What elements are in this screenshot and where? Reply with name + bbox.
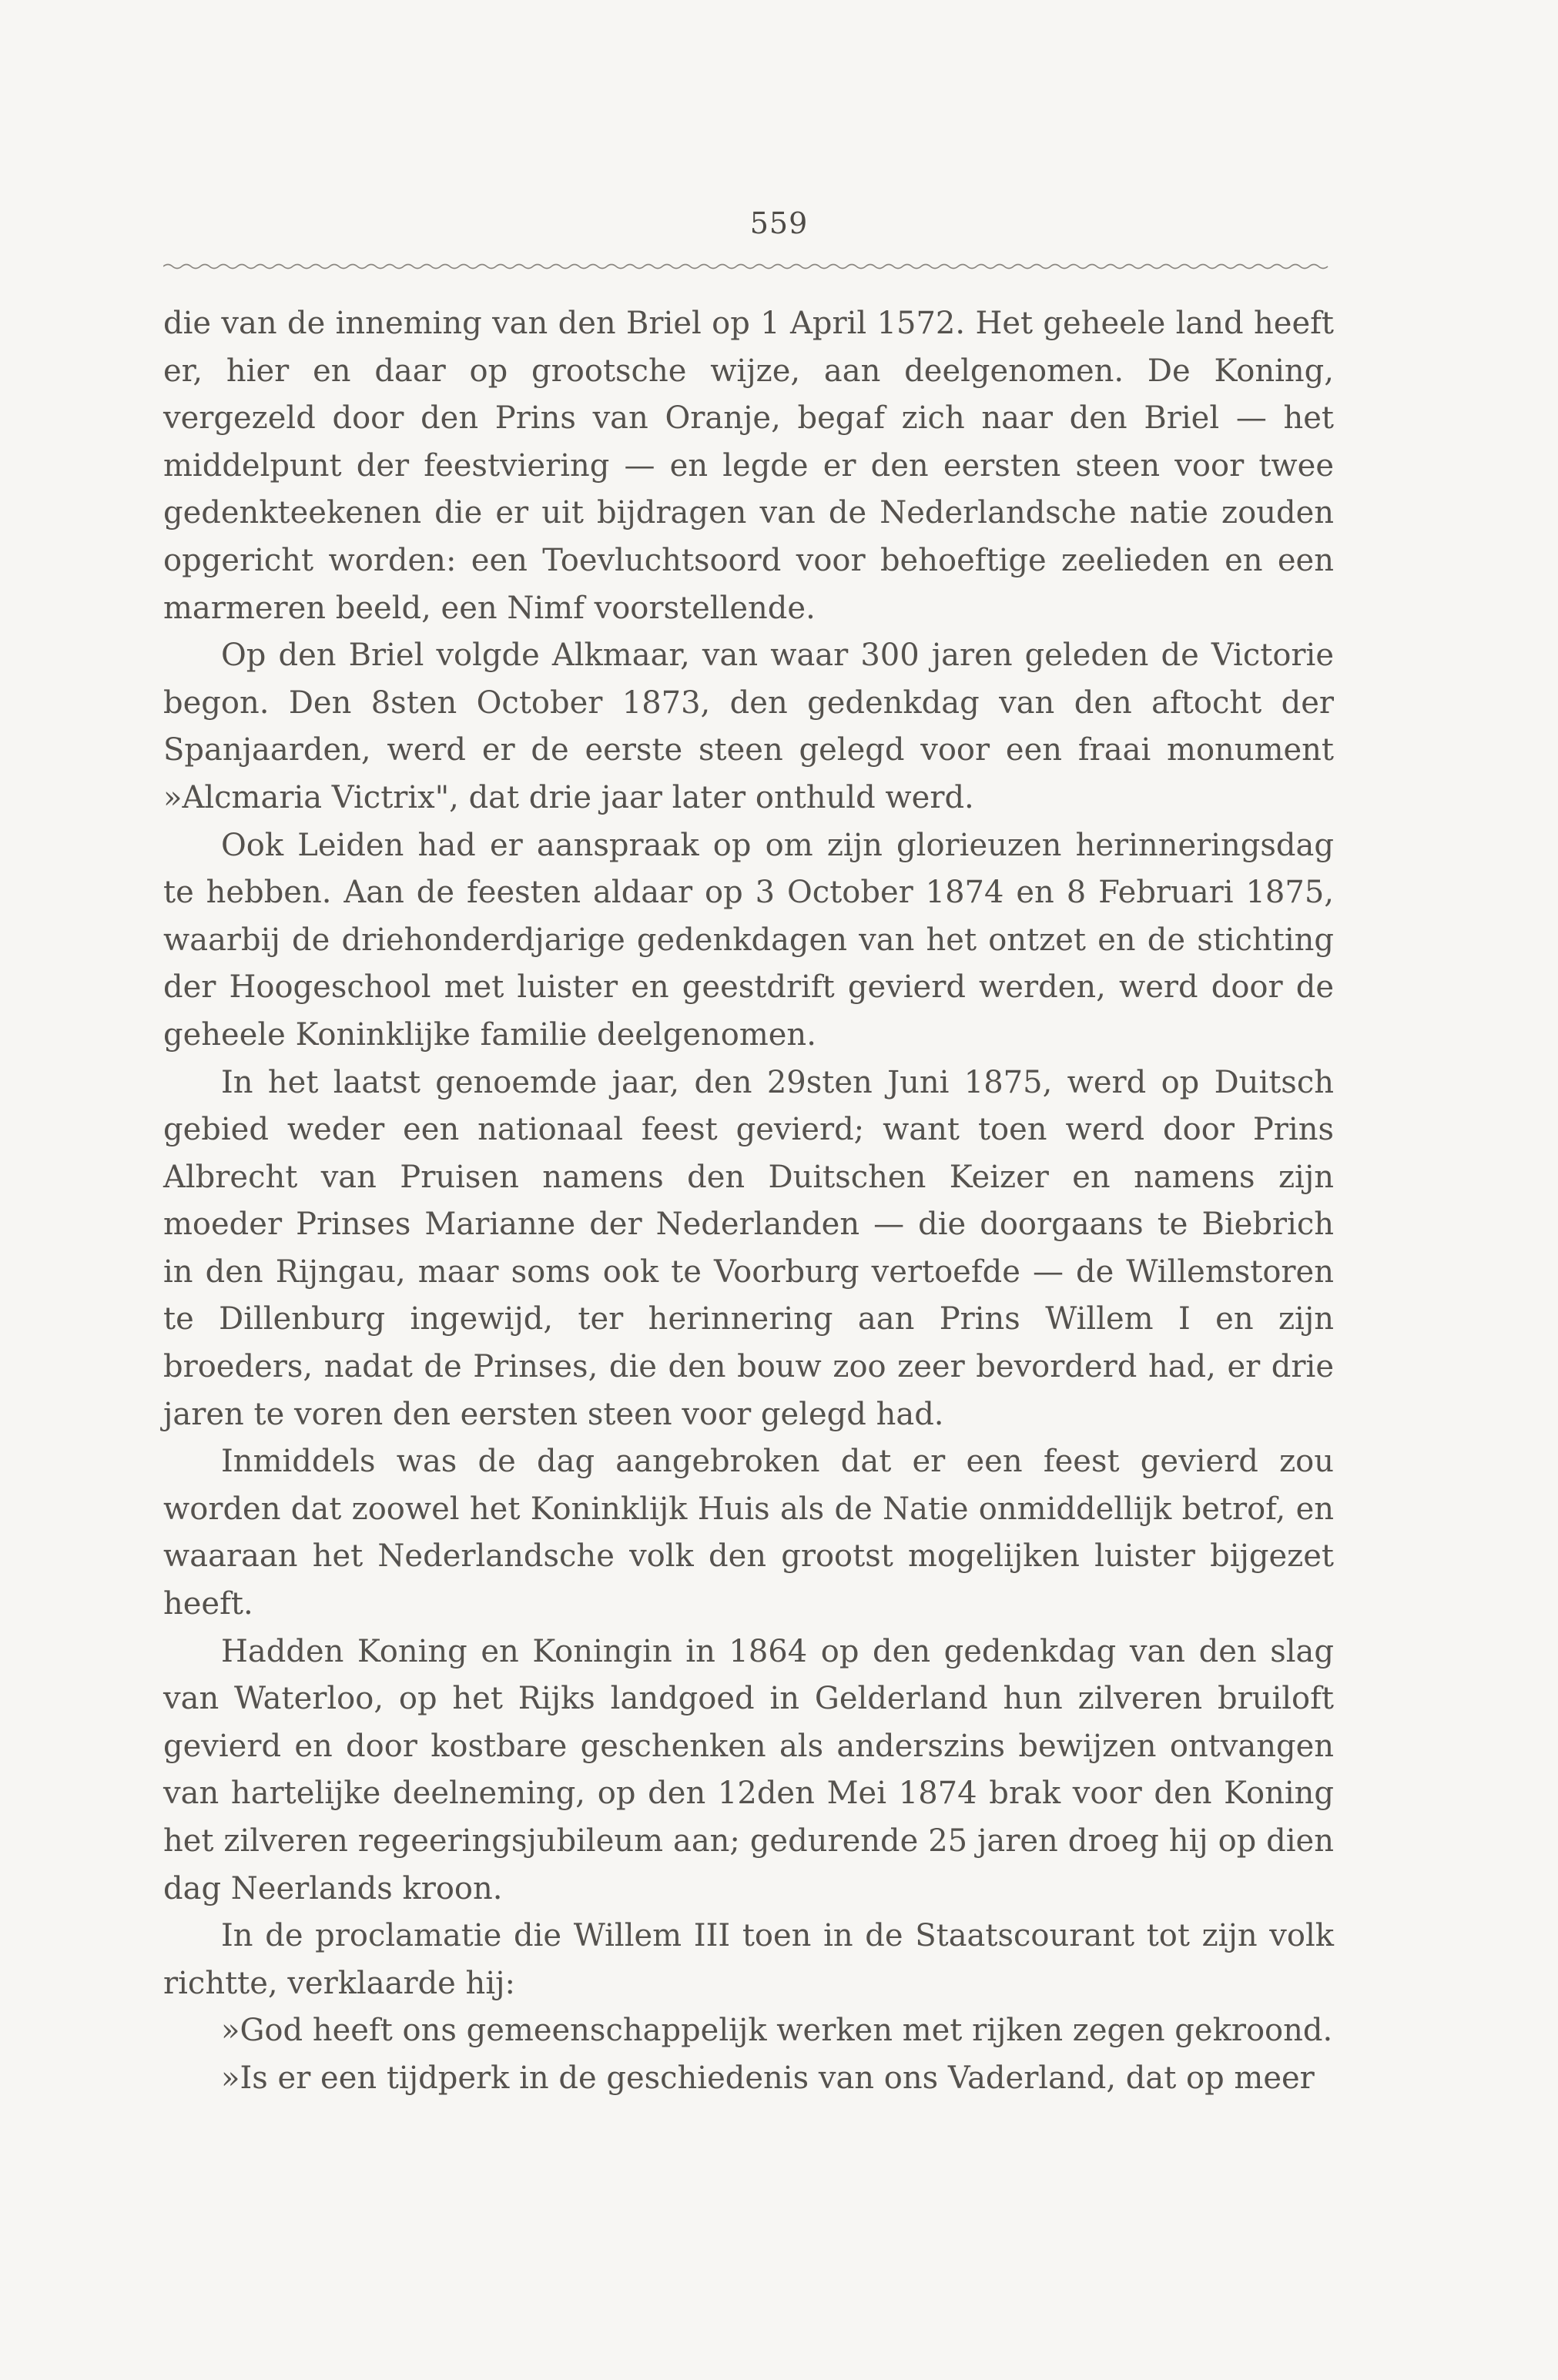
paragraph-4: In het laatst genoemde jaar, den 29sten Juni 1875, werd op Duitsch gebied weder een nationaal feest gevierd; want toen werd door Prins Albrecht van Pruisen namens den Duitschen Keizer en namens zijn moeder Prinses Marianne der Nederlanden — die doorgaans te Biebrich in den Rijngau, maar soms ook te Voorburg vertoefde — de Willemstoren te Dillenburg ingewijd, ter herinnering aan Prins Willem I en zijn broeders, nadat de Prinses, die den bouw zoo zeer bevorderd had, er drie jaren te voren den eersten steen voor gelegd had.	[163, 1064, 1334, 1432]
paragraph-7: In de proclamatie die Willem III toen in de Staatscourant tot zijn volk richtte, verklaarde hij:	[163, 1918, 1334, 2001]
header-rule	[163, 260, 1334, 273]
paragraph-8: »God heeft ons gemeenschappelijk werken met rijken zegen gekroond.	[221, 2013, 1333, 2049]
page-number: 559	[749, 206, 809, 240]
paragraph-6: Hadden Koning en Koningin in 1864 op den gedenkdag van den slag van Waterloo, op het Rijks landgoed in Gelderland hun zilveren bruiloft gevierd en door kostbare geschenken als anderszins bewijzen ontvangen van hartelijke deelneming, op den 12den Mei 1874 brak voor den Koning het zilveren regeeringsjubileum aan; gedurende 25 jaren droeg hij op dien dag Neerlands kroon.	[163, 1633, 1334, 1906]
paragraph-5: Inmiddels was de dag aangebroken dat er een feest gevierd zou worden dat zoowel het Koninklijk Huis als de Natie onmiddellijk betrof, en waaraan het Nederlandsche volk den grootst mogelijken luister bijgezet heeft.	[163, 1444, 1334, 1622]
paragraph-2: Op den Briel volgde Alkmaar, van waar 300 jaren geleden de Victorie begon. Den 8sten October 1873, den gedenkdag van den aftocht der Spanjaarden, werd er de eerste steen gelegd voor een fraai monument »Alcmaria Victrix", dat drie jaar later onthuld werd.	[163, 638, 1334, 815]
body-text	[163, 300, 1334, 2103]
paragraph-9: »Is er een tijdperk in de geschiedenis van ons Vaderland, dat op meer	[221, 2060, 1315, 2096]
paragraph-1: die van de inneming van den Briel op 1 April 1572. Het geheele land heeft er, hier en daar op grootsche wijze, aan deelgenomen. De Koning, vergezeld door den Prins van Oranje, begaf zich naar den Briel — het middelpunt der feestviering — en legde er den eersten steen voor twee gedenkteekenen die er uit bijdragen van de Nederlandsche natie zouden opgericht worden: een Toevluchtsoord voor behoeftige zeelieden en een marmeren beeld, een Nimf voorstellende.	[163, 306, 1334, 626]
paragraph-3: Ook Leiden had er aanspraak op om zijn glorieuzen herinneringsdag te hebben. Aan de feesten aldaar op 3 October 1874 en 8 Februari 1875, waarbij de driehonderdjarige gedenkdagen van het ontzet en de stichting der Hoogeschool met luister en geestdrift gevierd werden, werd door de geheele Koninklijke familie deelgenomen.	[163, 827, 1334, 1053]
